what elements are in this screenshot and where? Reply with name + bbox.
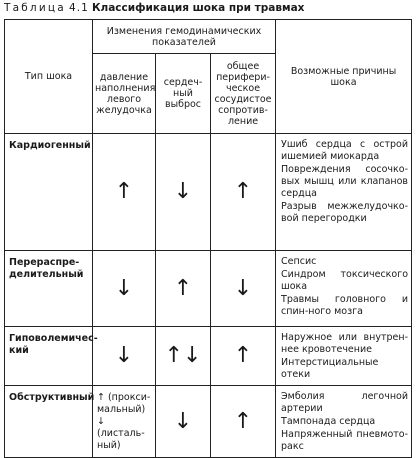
header-lv-filling-pressure: давление наполнения левого желудочка [93,54,156,134]
table-caption [4,2,304,14]
cause-item: Интерстициальные отеки [281,357,379,380]
cause-item: Синдром токсического шока [281,269,409,292]
up-arrow-icon: ↑ [93,134,156,251]
row-type: Обструктивный [5,386,93,458]
row-causes [276,134,412,251]
caption-number: 4.1 [69,2,89,14]
caption-title: Классификация шока при травмах [91,2,305,14]
row-causes [276,327,412,386]
down-arrow-icon: ↓ [93,251,156,327]
up-arrow-icon: ↑ [211,386,276,458]
row-lv-values [93,386,156,458]
table-row [5,386,412,458]
header-hemodynamics-group: Изменения гемодинамических показателей [93,20,276,54]
row-type: Гиповолемичес-кий [5,327,93,386]
cause-item: Наружное или внутрен-нее кровотечение [281,332,409,355]
row-type: Кардиогенный [5,134,93,251]
down-arrow-icon: ↓ [211,251,276,327]
cause-item: Травмы головного и спин-ного мозга [281,294,409,317]
up-arrow-icon: ↑ [211,134,276,251]
up-down-arrows-icon: ↑↓ [156,327,211,386]
table-row [5,134,412,251]
row-causes [276,386,412,458]
cause-item: Сепсис [281,256,317,267]
distal-down-value: ↓ (листаль-ный) [97,415,145,451]
cause-item: Тампонада сердца [281,416,376,427]
up-arrow-icon: ↑ [156,251,211,327]
header-causes: Возможные причины шока [276,20,412,134]
cause-item: Эмболия легочной артерии [281,391,409,414]
cause-item: Повреждения сосочко-вых мышц или клапанов сердца [281,164,409,199]
row-causes [276,251,412,327]
cause-item: Разрыв межжелудочко-вой перегородки [281,201,409,224]
proximal-up-value: ↑ (прокси-мальный) [97,391,151,415]
shock-classification-table [4,19,412,458]
down-arrow-icon: ↓ [156,386,211,458]
table-row [5,327,412,386]
up-arrow-icon: ↑ [211,327,276,386]
caption-label: Таблица [4,2,66,14]
header-type: Тип шока [5,20,93,134]
down-arrow-icon: ↓ [93,327,156,386]
cause-item: Напряженный пневмото-ракс [281,429,409,452]
row-type: Перераспре-делительный [5,251,93,327]
header-peripheral-resistance: общее перифери-ческое сосудистое сопротив-ление [211,54,276,134]
cause-item: Ушиб сердца с острой ишемией миокарда [281,139,409,162]
table-row [5,251,412,327]
header-cardiac-output: сердеч-ный выброс [156,54,211,134]
down-arrow-icon: ↓ [156,134,211,251]
